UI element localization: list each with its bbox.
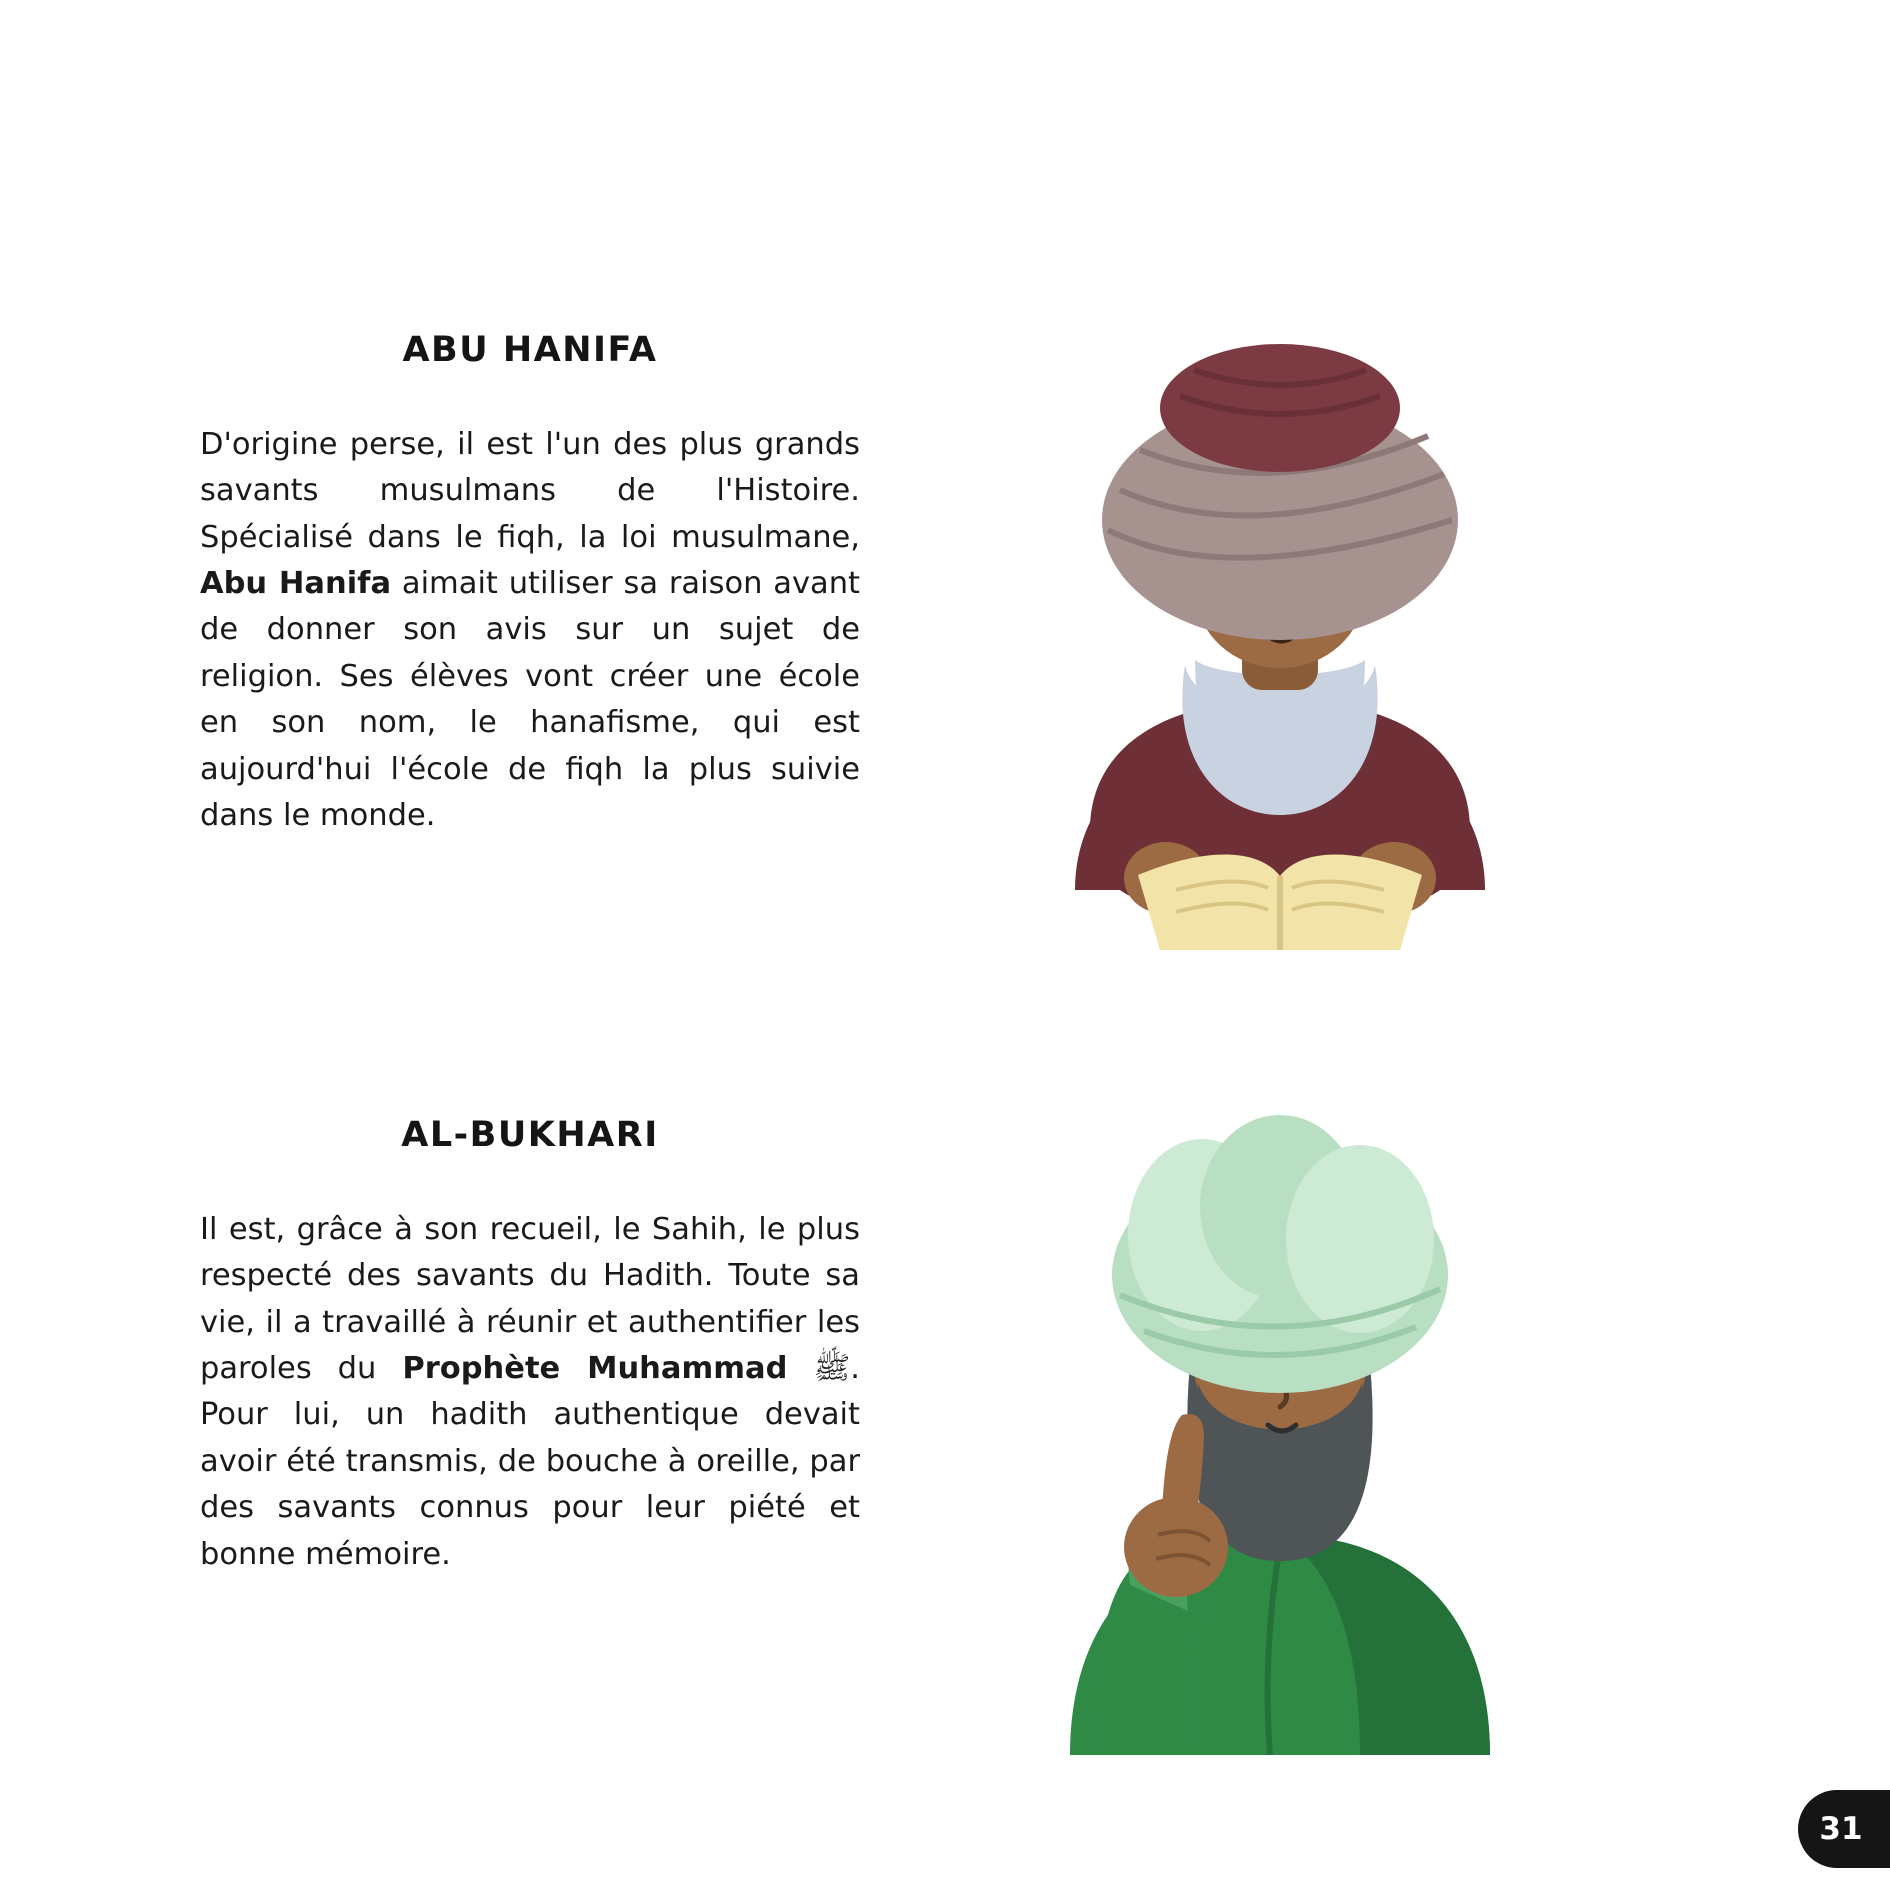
abu-hanifa-illustration (980, 330, 1580, 950)
page-number-badge: 31 (1798, 1790, 1890, 1868)
entry-body-al-bukhari: Il est, grâce à son recueil, le Sahih, le plus respecté des savants du Hadith. Toute sa vie, il a travaillé à réunir et authentifier les paroles du Prophète Muhammad ﷺ. Pour lui, un hadith authentique devait avoir été transmis, de bouche à oreille, par des savants connus pour leur piété et bonne mémoire. (200, 1212, 860, 1572)
abu-hanifa-figure (980, 330, 1580, 950)
page-title-al-bukhari: AL-BUKHARI (401, 1115, 659, 1155)
entry-text-column (200, 330, 860, 839)
entry-body-abu-hanifa: D'origine perse, il est l'un des plus grands savants musulmans de l'Histoire. Spécialisé dans le fiqh, la loi musulmane, Abu Hanifa aimait utiliser sa raison avant de donner son avis sur un sujet de religion. Ses élèves vont créer une école en son nom, le hanafisme, qui est aujourd'hui l'école de fiqh la plus suivie dans le monde. (200, 427, 861, 833)
entry-text-column (200, 1115, 860, 1578)
entry-al-bukhari (200, 1115, 1580, 1755)
entry-abu-hanifa (200, 330, 1580, 950)
page-title-abu-hanifa: ABU HANIFA (402, 330, 658, 370)
al-bukhari-figure (980, 1115, 1580, 1755)
al-bukhari-illustration (980, 1115, 1580, 1755)
